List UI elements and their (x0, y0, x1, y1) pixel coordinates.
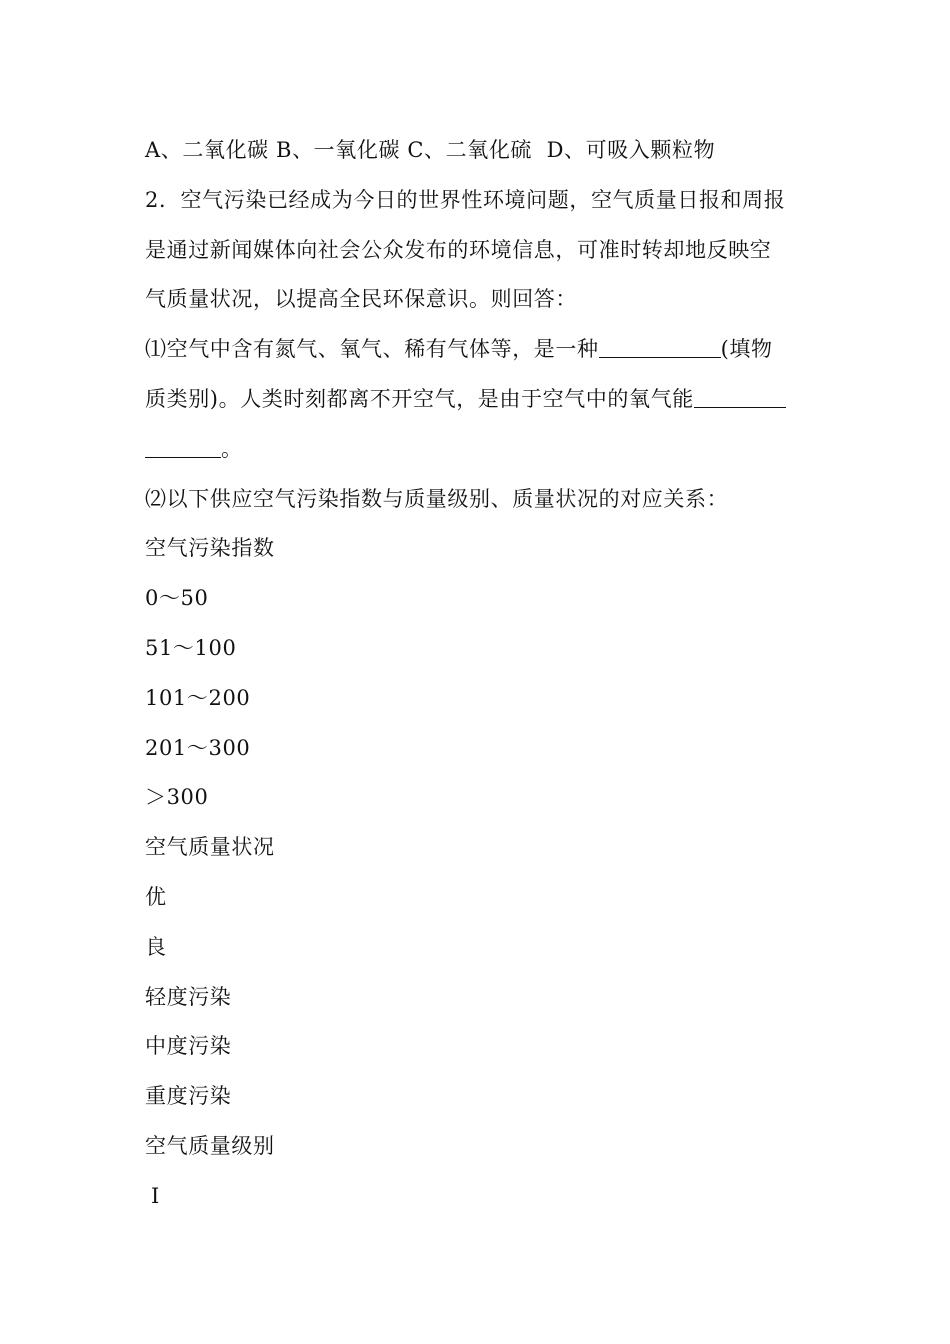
q2-part1-line-3 (145, 425, 810, 475)
status-value: 良 (145, 934, 167, 959)
q2-stem-line-3: 气质量状况，以提高全民环保意识。则回答： (145, 287, 577, 312)
q2-part2-line: ⑵以下供应空气污染指数与质量级别、质量状况的对应关系： (145, 486, 729, 511)
q1-options-line: A、二氧化碳 B、一氧化碳 C、二氧化硫 D、可吸入颗粒物 (145, 138, 716, 162)
index-value: ＞300 (145, 785, 209, 810)
index-value: 101～200 (145, 685, 251, 710)
index-value: 201～300 (145, 735, 251, 760)
q2-part1-text-c: 质类别)。人类时刻都离不开空气，是由于空气中的氧气能 (145, 386, 694, 411)
status-value: 优 (145, 884, 167, 909)
status-header: 空气质量状况 (145, 835, 275, 860)
status-value: 中度污染 (145, 1034, 232, 1059)
q2-part1-text-b: (填物 (720, 337, 773, 362)
q2-part1-line-2 (145, 375, 810, 425)
index-value: 0～50 (145, 586, 209, 611)
document-body (145, 126, 810, 1222)
index-value: 51～100 (145, 635, 237, 660)
q2-part1-line-1 (145, 325, 810, 375)
level-value: Ⅰ (151, 1183, 160, 1208)
index-header: 空气污染指数 (145, 536, 275, 561)
level-header: 空气质量级别 (145, 1133, 275, 1158)
q2-stem-line-2: 是通过新闻媒体向社会公众发布的环境信息，可准时转却地反映空 (145, 237, 772, 262)
status-value: 重度污染 (145, 1084, 232, 1109)
answer-blank-substance-type[interactable] (599, 335, 721, 358)
q2-part1-text-d: 。 (221, 436, 243, 461)
q2-part1-text-a: ⑴空气中含有氮气、氧气、稀有气体等，是一种 (145, 337, 599, 362)
answer-blank-oxygen-function-1[interactable] (694, 385, 786, 408)
answer-blank-oxygen-function-2[interactable] (145, 435, 221, 458)
q2-stem-line-1: 2．空气污染已经成为今日的世界性环境问题，空气质量日报和周报 (145, 187, 786, 212)
status-value: 轻度污染 (145, 984, 232, 1009)
